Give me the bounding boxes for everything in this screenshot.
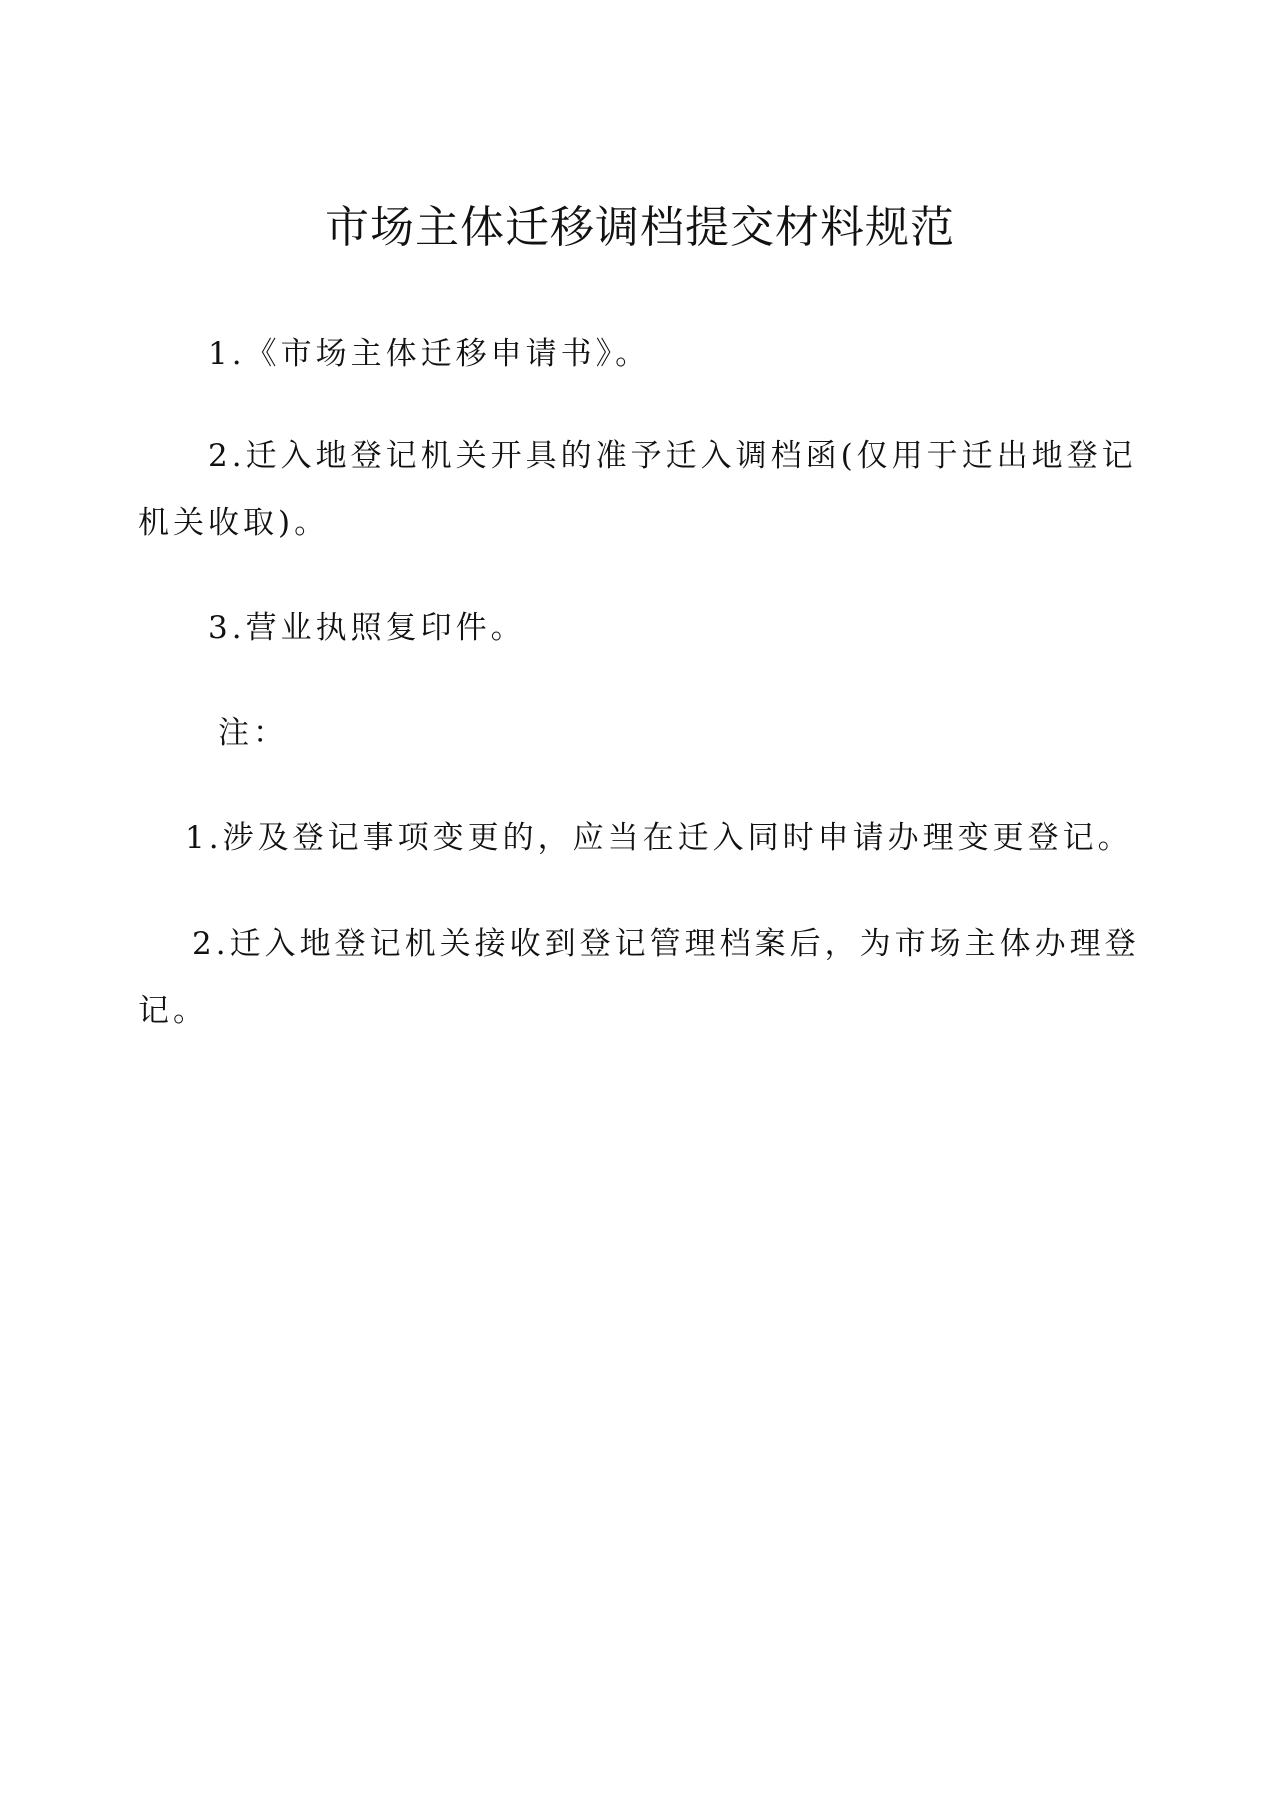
item-2: 2.迁入地登记机关开具的准予迁入调档函(仅用于迁出地登记 bbox=[208, 438, 1137, 474]
document-title: 市场主体迁移调档提交材料规范 bbox=[325, 202, 955, 253]
item-2-continued: 机关收取)。 bbox=[138, 505, 330, 541]
note-2: 2.迁入地登记机关接收到登记管理档案后，为市场主体办理登 bbox=[192, 926, 1140, 962]
item-1: 1.《市场主体迁移申请书》。 bbox=[208, 336, 651, 372]
note-2-continued: 记。 bbox=[138, 993, 208, 1029]
item-3: 3.营业执照复印件。 bbox=[208, 610, 526, 646]
note-1: 1.涉及登记事项变更的，应当在迁入同时申请办理变更登记。 bbox=[185, 820, 1133, 856]
note-label: 注： bbox=[218, 715, 288, 751]
